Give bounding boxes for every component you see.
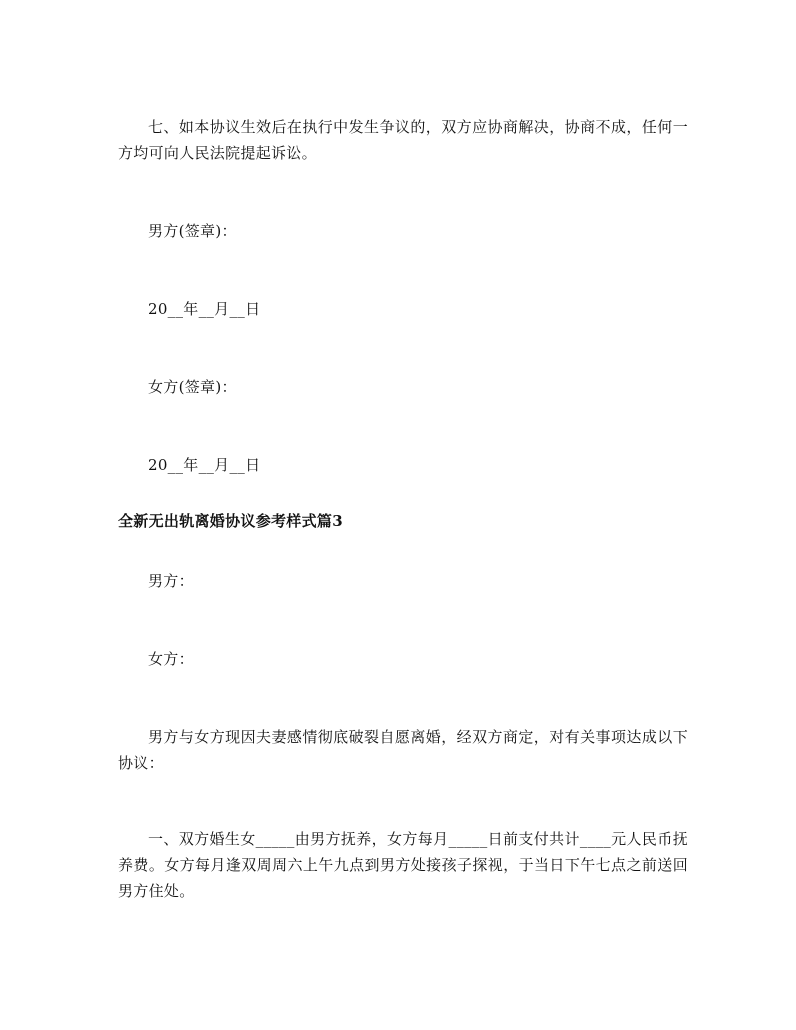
- wife-signature-line: 女方(签章)：: [148, 378, 237, 396]
- clause-seven-paragraph: 七、如本协议生效后在执行中发生争议的，双方应协商解决，协商不成，任何一方均可向人民法院提起诉讼。: [118, 118, 688, 162]
- agreement-intro-paragraph: 男方与女方现因夫妻感情彻底破裂自愿离婚，经双方商定，对有关事项达成以下协议：: [118, 728, 688, 772]
- wife-date-line: 20__年__月__日: [148, 456, 261, 474]
- section-heading: 全新无出轨离婚协议参考样式篇3: [118, 512, 343, 530]
- clause-one-paragraph: 一、双方婚生女_____由男方抚养，女方每月_____日前支付共计____元人民币抚养费。女方每月逢双周周六上午九点到男方处接孩子探视，于当日下午七点之前送回男方住处。: [118, 830, 688, 900]
- wife-label: 女方：: [148, 650, 194, 668]
- husband-label: 男方：: [148, 572, 194, 590]
- husband-date-line: 20__年__月__日: [148, 300, 261, 318]
- husband-signature-line: 男方(签章)：: [148, 222, 237, 240]
